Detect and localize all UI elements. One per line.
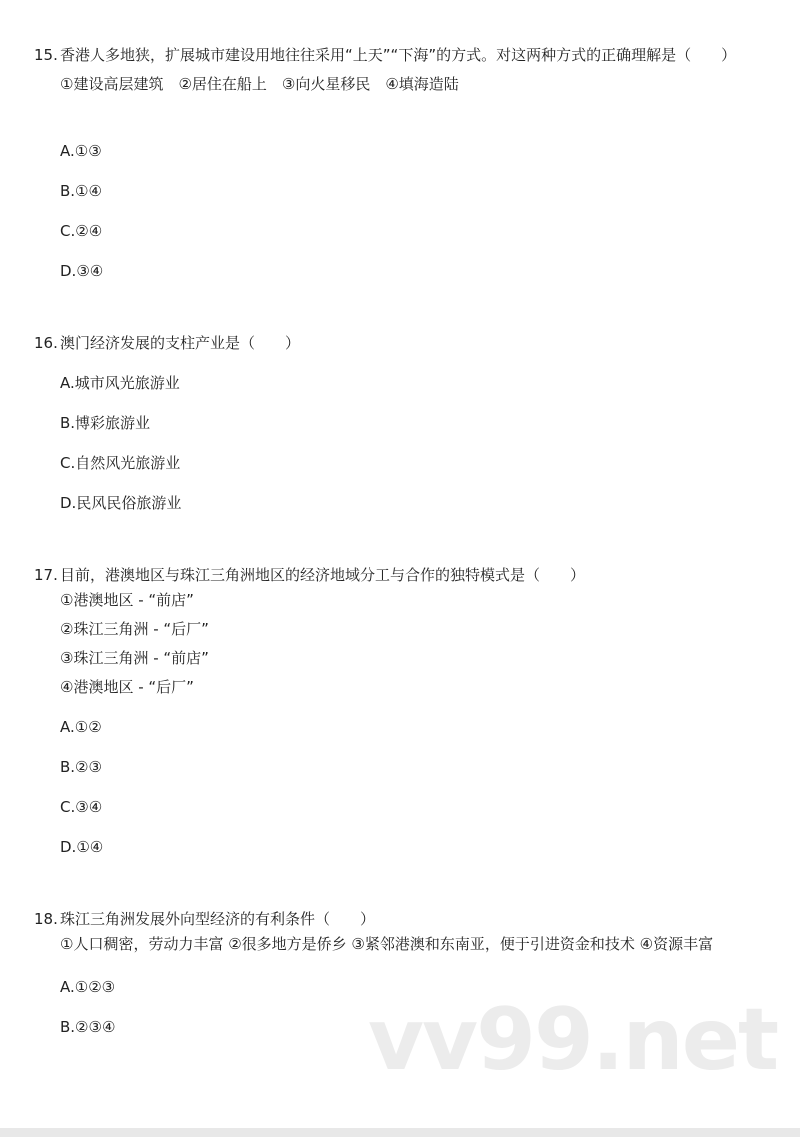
statement-line: ③珠江三角洲 - “前店”	[60, 649, 209, 667]
watermark: vv99.net	[368, 990, 778, 1090]
statement-line: ②珠江三角洲 - “后厂”	[60, 620, 209, 638]
statement-line: ④港澳地区 - “后厂”	[60, 678, 194, 696]
question-number: 15.	[34, 46, 58, 64]
question-number: 17.	[34, 566, 58, 584]
option-d: D.③④	[60, 262, 104, 280]
option-b: B.②③④	[60, 1018, 116, 1036]
option-a: A.①②③	[60, 978, 116, 996]
question-16	[34, 332, 764, 512]
question-number: 18.	[34, 910, 58, 928]
question-stem	[34, 564, 764, 586]
option-c: C.自然风光旅游业	[60, 454, 181, 472]
option-a: A.①②	[60, 718, 102, 736]
question-text: 香港人多地狭，扩展城市建设用地往往采用“上天”“下海”的方式。对这两种方式的正确理解是（ ）	[60, 46, 737, 64]
statement-line: ①人口稠密，劳动力丰富 ②很多地方是侨乡 ③紧邻港澳和东南亚，便于引进资金和技术 ④资源丰富	[60, 935, 714, 953]
option-c: C.②④	[60, 222, 103, 240]
option-a: A.城市风光旅游业	[60, 374, 180, 392]
question-text: 目前，港澳地区与珠江三角洲地区的经济地域分工与合作的独特模式是（ ）	[60, 566, 586, 584]
question-18	[34, 908, 764, 1036]
question-stem	[34, 332, 764, 354]
question-15	[34, 44, 764, 280]
option-c: C.③④	[60, 798, 103, 816]
option-d: D.①④	[60, 838, 104, 856]
question-stem	[34, 908, 764, 930]
question-17	[34, 564, 764, 856]
question-text: 澳门经济发展的支柱产业是（ ）	[60, 334, 301, 352]
question-stem	[34, 44, 764, 66]
option-b: B.博彩旅游业	[60, 414, 151, 432]
question-number: 16.	[34, 334, 58, 352]
option-a: A.①③	[60, 142, 102, 160]
statement-line: ①建设高层建筑 ②居住在船上 ③向火星移民 ④填海造陆	[60, 75, 459, 93]
option-d: D.民风民俗旅游业	[60, 494, 182, 512]
option-b: B.①④	[60, 182, 102, 200]
question-text: 珠江三角洲发展外向型经济的有利条件（ ）	[60, 910, 376, 928]
page-bottom-edge	[0, 1128, 800, 1137]
statement-line: ①港澳地区 - “前店”	[60, 591, 194, 609]
option-b: B.②③	[60, 758, 102, 776]
